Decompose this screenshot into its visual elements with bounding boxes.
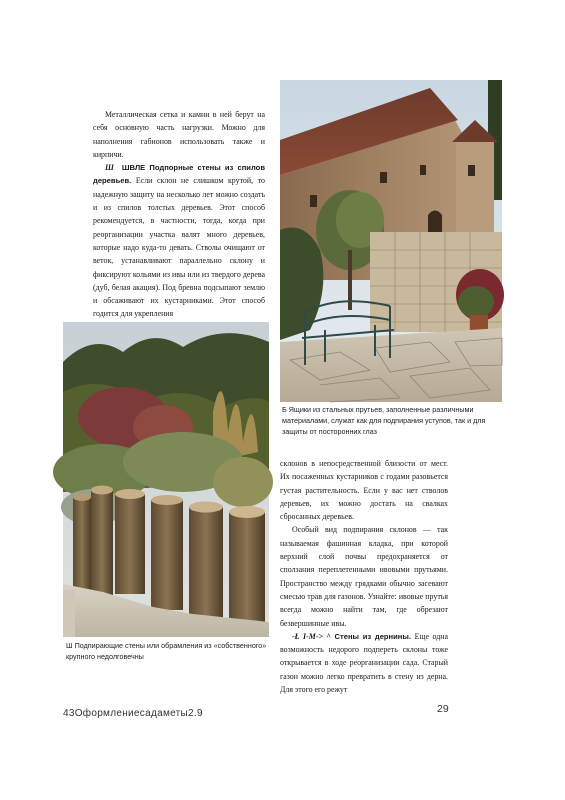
section-marker-sod: -Ł I-M-> ^ <box>292 631 331 641</box>
photo-log-retaining-wall <box>63 322 269 637</box>
footer-running-title: 43Оформлениесадаметы2.9 <box>63 708 203 719</box>
paragraph-log-walls <box>93 161 265 321</box>
page-number: 29 <box>437 703 449 715</box>
text-column-left <box>93 108 265 319</box>
text-column-right <box>280 457 449 695</box>
caption-abbey-photo: Б Ящики из стальных прутьев, заполненные различными материалами, служат как для подпирания уступов, так и для защиты от посторонних глаз <box>282 405 486 436</box>
paragraph-log-walls-body: Если склон не слишком крутой, то надежную защиту на несколько лет можно создать и из спилов толстых деревьев. Этот способ рекомендуется, в частности, тогда, когда при реорганизации участка валят много деревьев, которые надо куда-то девать. Стволы очищают от веток, устанавливают параллельно склону и фиксируют кольями из ивы или из твердого дерева (дуб, белая акация). Под бревна подсыпают землю и обсаживают их кустарниками. Этот способ годится для укрепления <box>93 176 265 319</box>
paragraph-sod-walls-body: Еще одна возможность недорого подпереть склоны тоже открывается в ходе реорганизации сада. Старый газон можно легко превратить в стену из дерна. Для этого его режут <box>280 631 449 695</box>
photo-abbey-gabion-wall <box>280 80 502 402</box>
paragraph-fascine: Особый вид подпирания склонов — так называемая фашинная кладка, при которой верхний слой почвы предохраняется от сползания переплетенными ивовыми прутьями. Пространство между грядками обычно засевают смесью трав для газонов. Узнайте: ивовые прутья всегда можно найти там, где обрезают безвершинные ивы. <box>280 525 448 628</box>
log-wall-illustration <box>63 322 269 637</box>
paragraph-continuation: склонов в непосредственной близости от мест. Их посаженных кустарников с годами разовьется густая растительность. Если у вас нет стволов деревьев, их можно достать на свалках сбросанных деревьев. <box>280 459 448 522</box>
section-marker: Ш <box>105 163 114 173</box>
paragraph-sod-walls <box>280 630 448 696</box>
section-heading-log-walls: ШВЛЕ Подпорные стены из спилов деревьев. <box>93 163 265 186</box>
section-heading-sod-walls: Стены из дернины. <box>334 631 411 641</box>
paragraph-gabions: Металлическая сетка и камни в ней берут на себя основную часть нагрузки. Можно для наполнения габионов использовать также и кирпичи. <box>93 110 265 159</box>
abbey-illustration <box>280 80 502 402</box>
caption-log-photo: Ш Подпирающие стены или обрамления из «собственного» крупного недолговечны <box>66 641 267 661</box>
